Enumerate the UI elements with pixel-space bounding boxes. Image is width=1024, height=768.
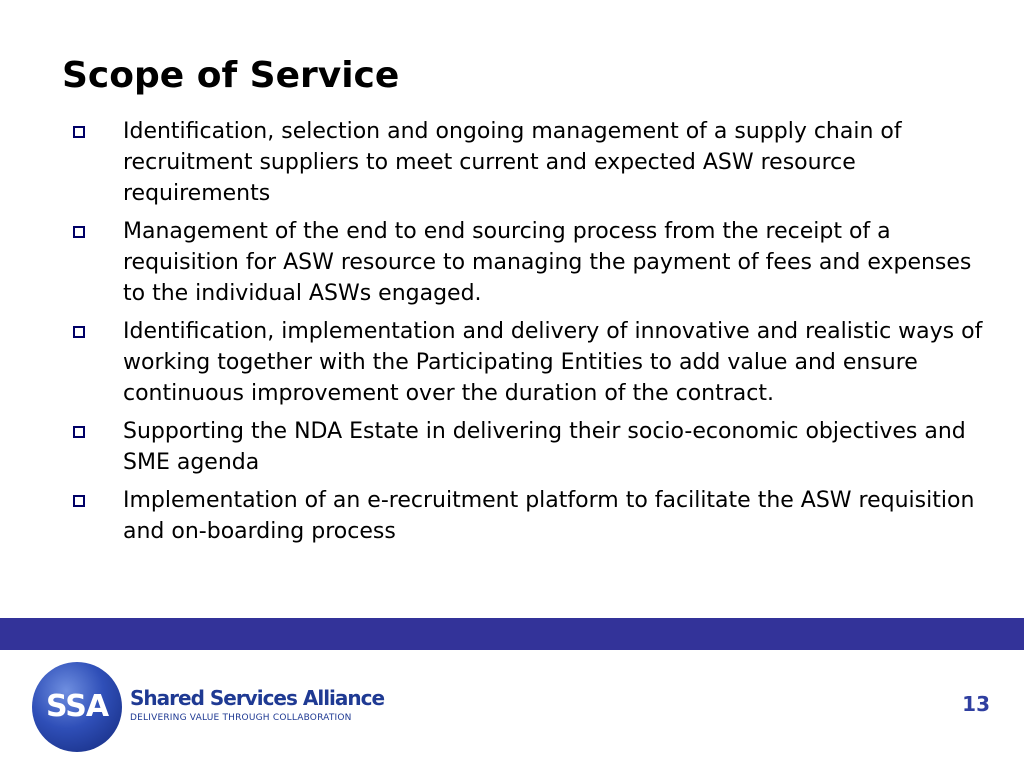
ssa-logo bbox=[32, 662, 385, 754]
slide-title: Scope of Service bbox=[62, 55, 400, 96]
bullet-text: Identification, selection and ongoing management of a supply chain of recruitment suppliers to meet current and expected ASW resource requirements bbox=[123, 119, 902, 206]
hollow-square-icon bbox=[73, 326, 85, 338]
bullet-text: Supporting the NDA Estate in delivering their socio-economic objectives and SME agenda bbox=[123, 419, 966, 475]
bullet-list bbox=[0, 116, 1024, 554]
bullet-text: Management of the end to end sourcing process from the receipt of a requisition for ASW resource to managing the payment of fees and expenses to the individual ASWs engaged. bbox=[123, 219, 972, 306]
page-number: 13 bbox=[962, 692, 990, 716]
footer-band bbox=[0, 618, 1024, 650]
bullet-item bbox=[0, 485, 1024, 547]
hollow-square-icon bbox=[73, 226, 85, 238]
logo-name: Shared Services Alliance bbox=[130, 686, 385, 710]
hollow-square-icon bbox=[73, 426, 85, 438]
hollow-square-icon bbox=[73, 126, 85, 138]
bullet-item bbox=[0, 216, 1024, 309]
bullet-text: Implementation of an e-recruitment platform to facilitate the ASW requisition and on-boarding process bbox=[123, 488, 975, 544]
logo-tagline: DELIVERING VALUE THROUGH COLLABORATION bbox=[130, 713, 352, 723]
bullet-item bbox=[0, 316, 1024, 409]
bullet-item bbox=[0, 116, 1024, 209]
bullet-text: Identification, implementation and delivery of innovative and realistic ways of working together with the Participating Entities to add value and ensure continuous improvement over the duration of the contract. bbox=[123, 319, 983, 406]
hollow-square-icon bbox=[73, 495, 85, 507]
logo-globe-text: SSA bbox=[45, 689, 109, 724]
bullet-item bbox=[0, 416, 1024, 478]
